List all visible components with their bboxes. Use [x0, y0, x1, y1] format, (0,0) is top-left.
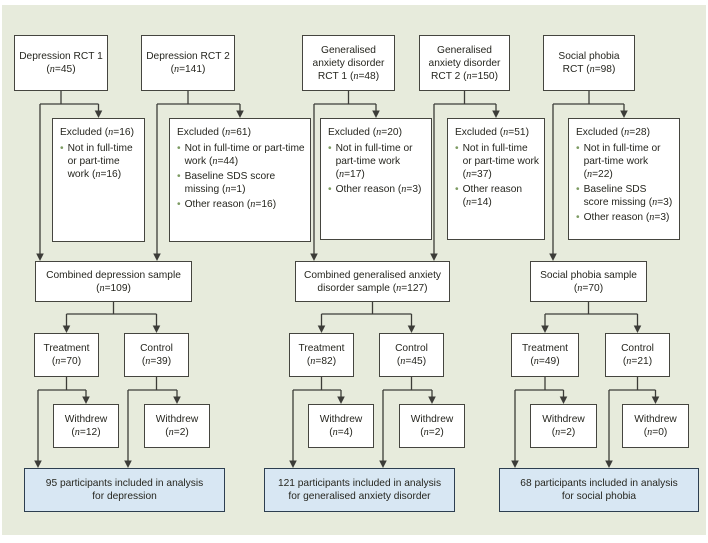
- arrowhead-icon: [34, 461, 42, 469]
- box-title-line: Depression RCT 1: [19, 51, 103, 62]
- bullet-icon: •: [60, 143, 64, 154]
- sample-size-prefix: RCT 2: [431, 70, 464, 82]
- bullet-icon: •: [576, 184, 580, 195]
- sample-size: (n=22): [583, 169, 613, 180]
- reason-text: Not in full-time or part-time work: [462, 143, 539, 167]
- box-title-line: Social phobia: [558, 51, 620, 62]
- sample-size-value: 37: [477, 169, 489, 180]
- sample-size-value: 48: [364, 70, 376, 82]
- sample-size-value: 1: [236, 184, 243, 195]
- analysis-line: 68 participants included in analysis: [520, 478, 678, 489]
- arrowhead-icon: [560, 397, 568, 405]
- bullet-icon: •: [328, 184, 332, 195]
- sample-size-value: 51: [514, 127, 526, 138]
- analysis-line: 95 participants included in analysis: [45, 478, 204, 489]
- analysis-box-social-phobia: [499, 468, 699, 512]
- sample-size: (n=20): [372, 127, 402, 138]
- sample-size: disorder sample (n=127): [317, 282, 428, 294]
- sample-size-value: 45: [60, 64, 73, 75]
- sample-size: (n=45): [46, 64, 76, 75]
- sample-size-value: 21: [637, 356, 649, 367]
- bullet-icon: •: [177, 143, 181, 154]
- sample-size: (n=49): [530, 356, 560, 367]
- sample-size-value: 70: [588, 282, 600, 294]
- sample-size: (n=4): [329, 427, 353, 438]
- arrowhead-icon: [236, 111, 244, 119]
- excluded-box-generalised-anxiety-disorder-1: [320, 118, 432, 240]
- sample-size: (n=70): [573, 282, 604, 294]
- reason-text: Baseline SDS score missing: [184, 171, 276, 195]
- reason-body: [68, 142, 139, 181]
- sample-size-value: 20: [387, 127, 399, 138]
- rct-box-generalised-anxiety-disorder-2: [419, 35, 510, 91]
- excluded-box-generalised-anxiety-disorder-2: [447, 118, 545, 240]
- bullet-icon: •: [576, 212, 580, 223]
- bullet-icon: •: [328, 143, 332, 154]
- bullet-icon: •: [455, 184, 459, 195]
- withdrew-label: Withdrew: [634, 414, 677, 425]
- reason-text: Other reason: [462, 184, 523, 195]
- sample-size-value: 3: [412, 184, 419, 195]
- sample-size: (n=44): [208, 156, 239, 167]
- sample-size-value: 22: [598, 169, 610, 180]
- control-box-social-phobia: [605, 333, 670, 377]
- sample-size-prefix: disorder sample: [317, 282, 393, 294]
- arrowhead-icon: [428, 397, 436, 405]
- excluded-label: Excluded: [455, 127, 497, 138]
- sample-size: (n=3): [645, 212, 670, 223]
- bullet-icon: •: [177, 171, 181, 182]
- excluded-heading: [455, 126, 539, 139]
- control-box-depression: [124, 333, 189, 377]
- box-title-line: Generalised: [437, 44, 492, 56]
- arrowhead-icon: [549, 254, 557, 262]
- treatment-box-generalised-anxiety-disorder: [289, 333, 354, 377]
- rct-box-depression-1: [14, 35, 108, 91]
- exclusion-reason: [177, 198, 305, 211]
- sample-size: (n=141): [170, 64, 206, 75]
- sample-size: (n=14): [462, 197, 492, 208]
- sample-size: (n=16): [91, 169, 122, 180]
- withdrew-box-generalised-anxiety-disorder-control: [399, 404, 465, 448]
- sample-size: (n=2): [551, 427, 576, 438]
- reason-text: Not in full-time or part-time work: [583, 143, 661, 167]
- sample-size-value: 14: [477, 197, 489, 208]
- box-title-line: Social phobia sample: [540, 269, 637, 281]
- box-title-line: Combined generalised anxiety: [303, 269, 442, 281]
- sample-size-value: 3: [660, 212, 667, 223]
- exclusion-reason: [60, 142, 139, 181]
- reason-text: Other reason: [184, 199, 245, 210]
- analysis-line: for depression: [92, 491, 157, 502]
- sample-size-value: 2: [179, 427, 186, 438]
- combined-sample-box-generalised-anxiety-disorder: [295, 261, 450, 302]
- withdrew-box-social-phobia-control: [622, 404, 689, 448]
- sample-size-value: 61: [236, 127, 248, 138]
- arrowhead-icon: [173, 397, 181, 405]
- sample-size: (n=17): [335, 169, 365, 180]
- exclusion-reason: [328, 183, 426, 196]
- arrowhead-icon: [310, 254, 318, 262]
- sample-size: (n=1): [221, 184, 246, 195]
- bullet-icon: •: [455, 143, 459, 154]
- reason-text: Not in full-time or part-time work: [67, 143, 133, 180]
- sample-size: (n=61): [221, 127, 251, 138]
- sample-size-value: 16: [119, 127, 131, 138]
- sample-size: (n=109): [96, 282, 131, 294]
- sample-size: RCT 1 (n=48): [317, 70, 380, 82]
- exclusion-reason: [177, 142, 305, 168]
- sample-size-value: 44: [223, 156, 235, 167]
- excluded-label: Excluded: [328, 127, 370, 138]
- sample-size: (n=39): [141, 356, 172, 367]
- sample-size: (n=3): [397, 184, 422, 195]
- analysis-line: for generalised anxiety disorder: [288, 491, 431, 502]
- excluded-label: Excluded: [177, 127, 219, 138]
- rct-box-social-phobia-1: [543, 35, 635, 91]
- exclusion-reason: [455, 183, 539, 209]
- sample-size: (n=70): [51, 356, 82, 367]
- rct-box-generalised-anxiety-disorder-1: [302, 35, 395, 91]
- excluded-heading: [177, 126, 305, 139]
- sample-size-value: 45: [411, 356, 423, 367]
- exclusion-reason: [328, 142, 426, 181]
- sample-size-value: 16: [261, 199, 273, 210]
- reason-text: Not in full-time or part-time work: [184, 143, 305, 167]
- treatment-box-depression: [34, 333, 99, 377]
- sample-size: RCT 2 (n=150): [431, 70, 498, 82]
- reason-text: Not in full-time or part-time work: [335, 143, 413, 167]
- arrowhead-icon: [652, 397, 660, 405]
- sample-size-value: 141: [185, 64, 203, 75]
- treatment-label: Treatment: [298, 343, 345, 354]
- arrowhead-icon: [337, 397, 345, 405]
- sample-size-value: 98: [600, 64, 612, 75]
- analysis-box-generalised-anxiety-disorder: [264, 468, 455, 512]
- control-label: Control: [395, 343, 428, 354]
- sample-size: (n=3): [648, 197, 673, 208]
- sample-size-prefix: RCT 1: [317, 70, 350, 82]
- box-title-line: Depression RCT 2: [146, 51, 230, 62]
- sample-size: (n=16): [246, 199, 277, 210]
- reason-body: [584, 183, 674, 209]
- withdrew-label: Withdrew: [155, 414, 199, 425]
- analysis-line: for social phobia: [561, 491, 637, 502]
- sample-size-value: 28: [635, 127, 647, 138]
- rct-box-depression-2: [141, 35, 235, 91]
- combined-sample-box-depression: [35, 261, 192, 302]
- sample-size: (n=45): [396, 356, 427, 367]
- withdrew-label: Withdrew: [542, 414, 585, 425]
- box-title-line: anxiety disorder: [312, 57, 385, 69]
- arrowhead-icon: [153, 326, 161, 334]
- withdrew-label: Withdrew: [410, 414, 454, 425]
- reason-text: Baseline SDS score missing: [583, 184, 647, 208]
- arrowhead-icon: [95, 111, 103, 119]
- reason-body: [185, 198, 277, 211]
- reason-body: [584, 211, 670, 224]
- reason-body: [463, 142, 539, 181]
- control-label: Control: [621, 343, 654, 354]
- excluded-box-depression-1: [52, 118, 145, 242]
- bullet-icon: •: [177, 199, 181, 210]
- sample-size-value: 12: [85, 427, 98, 438]
- control-label: Control: [140, 343, 173, 354]
- arrowhead-icon: [379, 461, 387, 469]
- sample-size: (n=51): [499, 127, 529, 138]
- arrowhead-icon: [408, 326, 416, 334]
- reason-text: Other reason: [335, 184, 396, 195]
- sample-size-value: 17: [350, 169, 362, 180]
- reason-body: [185, 142, 305, 168]
- sample-size-value: 109: [110, 282, 128, 294]
- sample-size-value: 49: [544, 356, 557, 367]
- sample-size: RCT (n=98): [562, 64, 616, 75]
- control-box-generalised-anxiety-disorder: [379, 333, 444, 377]
- arrowhead-icon: [620, 111, 628, 119]
- excluded-heading: [576, 126, 674, 139]
- arrowhead-icon: [541, 326, 549, 334]
- withdrew-label: Withdrew: [64, 414, 108, 425]
- reason-body: [185, 170, 305, 196]
- arrowhead-icon: [605, 461, 613, 469]
- sample-size-value: 2: [566, 427, 572, 438]
- arrowhead-icon: [634, 326, 642, 334]
- sample-size-prefix: RCT: [562, 64, 587, 75]
- sample-size-value: 127: [407, 282, 425, 294]
- withdrew-box-depression-control: [144, 404, 210, 448]
- sample-size: (n=37): [462, 169, 492, 180]
- reason-body: [463, 183, 539, 209]
- withdrew-box-depression-treatment: [53, 404, 119, 448]
- sample-size-value: 70: [66, 356, 78, 367]
- box-title-line: Generalised: [321, 44, 376, 56]
- sample-size-value: 4: [343, 427, 350, 438]
- excluded-box-depression-2: [169, 118, 311, 242]
- withdrew-label: Withdrew: [319, 414, 363, 425]
- sample-size: (n=2): [420, 427, 444, 438]
- box-title-line: Combined depression sample: [46, 269, 181, 281]
- arrowhead-icon: [372, 111, 380, 119]
- arrowhead-icon: [36, 254, 44, 262]
- arrowhead-icon: [289, 461, 297, 469]
- exclusion-reason: [177, 170, 305, 196]
- box-title-line: anxiety disorder: [428, 57, 501, 69]
- sample-size: (n=28): [620, 127, 650, 138]
- arrowhead-icon: [63, 326, 71, 334]
- arrowhead-icon: [153, 254, 161, 262]
- sample-size: (n=2): [165, 427, 189, 438]
- withdrew-box-generalised-anxiety-disorder-treatment: [308, 404, 374, 448]
- sample-size-value: 3: [663, 197, 669, 208]
- sample-size: (n=16): [104, 127, 134, 138]
- sample-size: (n=21): [622, 356, 653, 367]
- arrowhead-icon: [318, 326, 326, 334]
- analysis-box-depression: [24, 468, 225, 512]
- sample-size-value: 16: [106, 169, 118, 180]
- sample-size: (n=82): [306, 356, 337, 367]
- arrowhead-icon: [511, 461, 519, 469]
- reason-text: Other reason: [583, 212, 644, 223]
- excluded-heading: [328, 126, 426, 139]
- treatment-label: Treatment: [43, 343, 90, 354]
- sample-size-value: 150: [477, 70, 495, 82]
- exclusion-reason: [576, 183, 674, 209]
- exclusion-reason: [576, 142, 674, 181]
- reason-body: [336, 142, 426, 181]
- sample-size-value: 2: [434, 427, 441, 438]
- arrowhead-icon: [430, 254, 438, 262]
- sample-size: (n=12): [71, 427, 101, 438]
- analysis-line: 121 participants included in analysis: [277, 478, 442, 489]
- exclusion-reason: [455, 142, 539, 181]
- excluded-label: Excluded: [576, 127, 618, 138]
- arrowhead-icon: [82, 397, 90, 405]
- combined-sample-box-social-phobia: [530, 261, 647, 302]
- sample-size-value: 82: [321, 356, 333, 367]
- sample-size-value: 39: [156, 356, 168, 367]
- excluded-heading: [60, 126, 139, 139]
- bullet-icon: •: [576, 143, 580, 154]
- sample-size-value: 0: [658, 427, 664, 438]
- excluded-box-social-phobia-1: [568, 118, 680, 240]
- reason-body: [584, 142, 674, 181]
- treatment-box-social-phobia: [511, 333, 579, 377]
- exclusion-reason: [576, 211, 674, 224]
- sample-size: (n=0): [643, 427, 668, 438]
- arrowhead-icon: [124, 461, 132, 469]
- arrowhead-icon: [492, 111, 500, 119]
- excluded-label: Excluded: [60, 127, 102, 138]
- reason-body: [336, 183, 422, 196]
- treatment-label: Treatment: [521, 343, 569, 354]
- withdrew-box-social-phobia-treatment: [530, 404, 597, 448]
